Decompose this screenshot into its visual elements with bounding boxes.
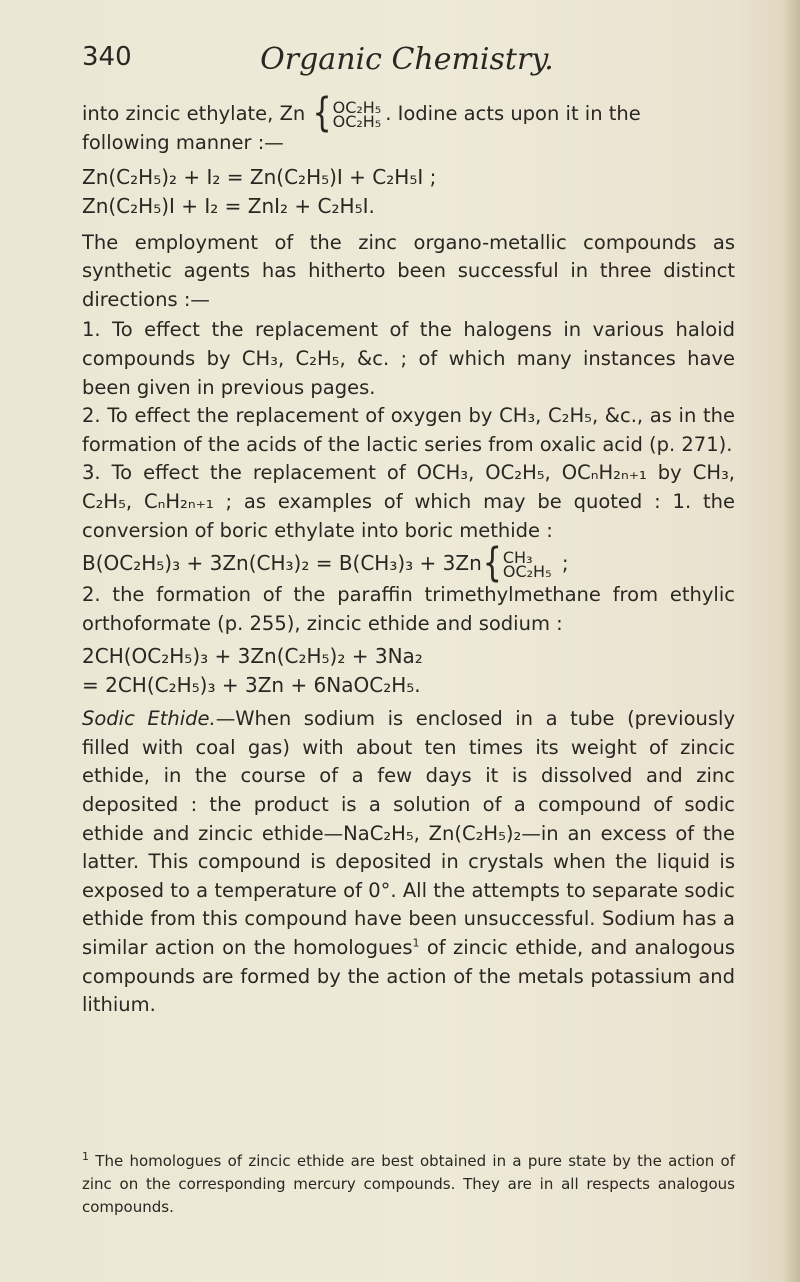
footnote-ref: 1 [412,936,420,950]
page-edge-shadow [782,0,800,1282]
iodine-equation-1: Zn(C₂H₅)₂ + I₂ = Zn(C₂H₅)I + C₂H₅I ; [82,165,437,190]
frac-bottom: OC₂H₅ [332,111,382,131]
running-title: Organic Chemistry. [260,42,554,77]
list-item-3b: 2. the formation of the paraffin trimethylmethane from ethylic orthoformate (p. 255), zincic ethide and sodium : [82,582,735,635]
list-item-1: 1. To effect the replacement of the halogens in various haloid compounds by CH₃, C₂H₅, &c. ; of which many instances have been given in previous pages. [82,318,735,399]
footnote [82,1150,735,1219]
page-header [82,42,732,92]
intro-paragraph [82,89,735,157]
intro-text-line2: following manner :— [82,130,284,154]
frac-top: OC₂H₅ [332,97,382,117]
ortho-equation-2: = 2CH(C₂H₅)₃ + 3Zn + 6NaOC₂H₅. [82,672,421,697]
intro-text-b: . Iodine acts upon it in the [385,102,641,125]
boric-product-formula [502,547,552,581]
frac-bottom: OC₂H₅ [502,561,552,581]
footnote-text: The homologues of zincic ethide are best obtained in a pure state by the action of zinc on the corresponding mercury compounds. They are in all respects analogous compounds. [82,1152,735,1216]
page-body [82,89,736,1020]
list-item-2: 2. To effect the replacement of oxygen by CH₃, C₂H₅, &c., as in the formation of the acids of the lactic series from oxalic acid (p. 271). [82,404,735,456]
list-item-3: 3. To effect the replacement of OCH₃, OC₂H₅, OCₙH₂ₙ₊₁ by CH₃, C₂H₅, CₙH₂ₙ₊₁ ; as examples of which may be quoted : 1. the conversion of boric ethylate into boric methide : [82,461,735,542]
sodic-heading: Sodic Ethide. [82,707,216,731]
frac-top: CH₃ [502,547,533,567]
boric-equation [82,539,735,588]
page-number: 340 [82,42,132,72]
ortho-equation-1: 2CH(OC₂H₅)₃ + 3Zn(C₂H₅)₂ + 3Na₂ [82,644,423,669]
iodine-equation-2: Zn(C₂H₅)I + I₂ = ZnI₂ + C₂H₅I. [82,193,375,218]
employment-paragraph: The employment of the zinc organo-metallic compounds as synthetic agents has hitherto been successful in three distinct directions :— [82,230,735,311]
ethylate-formula [332,97,382,131]
sodic-text-a: —When sodium is enclosed in a tube (previously filled with coal gas) with about ten times its weight of zincic ethide, in the course of a few days it is dissolved and zinc deposited : the product is a solution of a compound of sodic ethide and zincic ethide—NaC₂H₅, Zn(C₂H₅)₂—in an excess of the latter. This compound is deposited in crystals when the liquid is exposed to a temperature of 0°. All the attempts to separate sodic ethide from this compound have been unsuccessful. Sodium has a similar action on the homologues [82,707,736,960]
boric-equation-main: B(OC₂H₅)₃ + 3Zn(CH₃)₂ = B(CH₃)₃ + 3Zn [82,551,482,576]
sodic-ethide-paragraph [82,705,735,1020]
sodic-text-b: of zincic ethide, and analogous compounds are formed by the action of the metals potassium and lithium. [82,936,735,1017]
brace-glyph: { [482,539,502,588]
footnote-mark: 1 [82,1150,89,1163]
boric-equation-tail: ; [555,551,569,576]
intro-text-a: into zincic ethylate, Zn [82,102,306,125]
brace-glyph: { [312,89,332,138]
